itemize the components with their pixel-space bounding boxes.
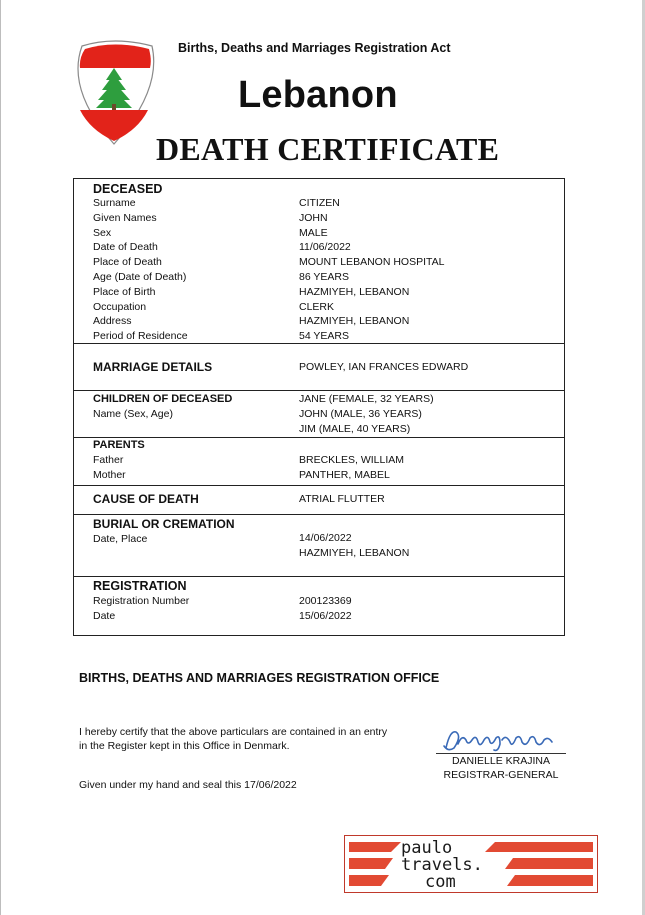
parent-label: Mother	[93, 468, 126, 481]
certificate-table	[73, 178, 565, 636]
field-value: 54 YEARS	[299, 330, 350, 343]
field-label: Age (Date of Death)	[93, 270, 187, 283]
field-label: Place of Death	[93, 256, 162, 269]
registration-value: 15/06/2022	[299, 609, 352, 622]
field-value: HAZMIYEH, LEBANON	[299, 315, 410, 328]
burial-section	[74, 514, 564, 576]
burial-value: 14/06/2022	[299, 532, 352, 544]
act-title: Births, Deaths and Marriages Registration Act	[178, 41, 451, 55]
certify-line: in the Register kept in this Office in Denmark.	[79, 740, 290, 752]
registration-section	[74, 576, 564, 636]
parents-labels	[93, 438, 145, 482]
country-title: Lebanon	[238, 74, 398, 116]
registrar-block	[436, 755, 566, 782]
field-value: MALE	[299, 226, 328, 239]
deceased-values	[299, 196, 444, 344]
watermark-line: com	[425, 872, 456, 892]
child-entry: JANE (FEMALE, 32 YEARS)	[299, 393, 434, 405]
field-label: Surname	[93, 197, 136, 209]
cause-section	[74, 485, 564, 514]
children-section	[74, 390, 564, 437]
registration-heading: REGISTRATION	[93, 579, 187, 593]
deceased-labels	[93, 196, 188, 344]
deceased-heading: DECEASED	[93, 182, 163, 196]
burial-values	[299, 531, 409, 561]
registration-labels	[93, 579, 189, 623]
field-value: 86 YEARS	[299, 270, 350, 283]
registration-value: 200123369	[299, 595, 352, 607]
child-entry: JIM (MALE, 40 YEARS)	[299, 422, 411, 435]
marriage-value: POWLEY, IAN FRANCES EDWARD	[299, 361, 469, 373]
field-value: MOUNT LEBANON HOSPITAL	[299, 256, 445, 269]
parents-values	[299, 453, 404, 483]
field-label: Address	[93, 315, 132, 328]
field-label: Place of Birth	[93, 285, 156, 298]
field-label: Date of Death	[93, 241, 158, 254]
children-label: Name (Sex, Age)	[93, 407, 173, 420]
registrar-signature	[440, 722, 560, 756]
children-labels	[93, 392, 232, 422]
field-value: CITIZEN	[299, 197, 340, 209]
registration-values	[299, 594, 352, 624]
registration-label: Date	[93, 609, 116, 622]
certification-text	[79, 725, 429, 753]
field-value: CLERK	[299, 300, 335, 313]
office-heading: BIRTHS, DEATHS AND MARRIAGES REGISTRATION OFFICE	[79, 671, 440, 685]
burial-labels	[93, 517, 235, 547]
burial-label: Date, Place	[93, 532, 148, 545]
field-label: Period of Residence	[93, 330, 188, 343]
cause-value: ATRIAL FLUTTER	[299, 493, 385, 505]
given-under-hand: Given under my hand and seal this 17/06/2022	[79, 779, 297, 791]
watermark-text	[401, 840, 483, 891]
child-entry: JOHN (MALE, 36 YEARS)	[299, 407, 422, 420]
field-label: Given Names	[93, 211, 157, 224]
field-value: 11/06/2022	[299, 241, 351, 254]
burial-value: HAZMIYEH, LEBANON	[299, 546, 410, 559]
cause-heading: CAUSE OF DEATH	[93, 492, 199, 506]
document-title: DEATH CERTIFICATE	[156, 131, 500, 167]
parents-section	[74, 437, 564, 485]
field-label: Occupation	[93, 300, 147, 313]
field-value: JOHN	[299, 211, 328, 224]
parent-value: BRECKLES, WILLIAM	[299, 454, 405, 466]
registrar-title: REGISTRAR-GENERAL	[443, 768, 559, 781]
deceased-section	[74, 179, 564, 343]
burial-heading: BURIAL OR CREMATION	[93, 517, 235, 531]
watermark-line: paulo	[401, 838, 453, 858]
field-label: Sex	[93, 226, 112, 239]
page-edge	[0, 0, 1, 915]
registrar-name: DANIELLE KRAJINA	[451, 755, 551, 767]
field-value: HAZMIYEH, LEBANON	[299, 285, 410, 298]
children-values	[299, 392, 434, 436]
marriage-heading: MARRIAGE DETAILS	[93, 360, 213, 374]
parent-label: Father	[93, 453, 124, 466]
parents-heading: PARENTS	[93, 439, 145, 451]
signature-line	[436, 753, 566, 754]
certify-line: I hereby certify that the above particulars are contained in an entry	[79, 726, 388, 738]
marriage-section	[74, 343, 564, 390]
lebanon-emblem-icon	[68, 38, 160, 148]
children-heading: CHILDREN OF DECEASED	[93, 393, 233, 405]
registration-label: Registration Number	[93, 594, 190, 607]
parent-value: PANTHER, MABEL	[299, 468, 390, 481]
watermark-logo	[344, 835, 598, 893]
watermark-line: travels.	[401, 855, 483, 875]
